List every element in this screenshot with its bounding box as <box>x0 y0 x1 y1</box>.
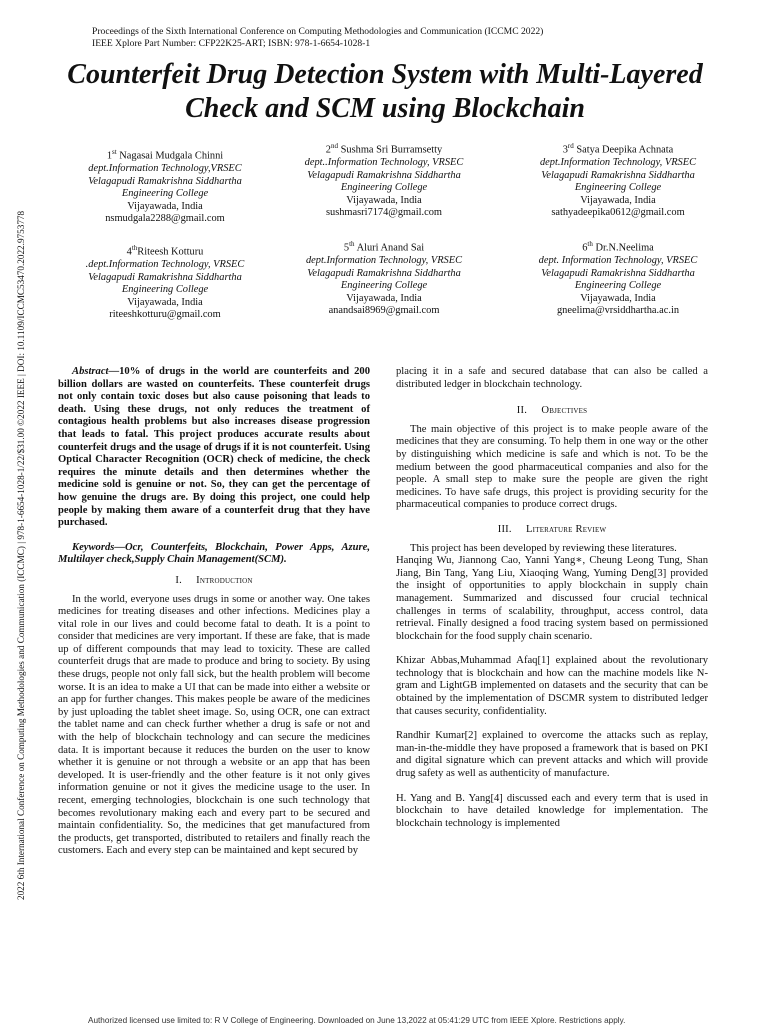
author-name: 4thRiteesh Kotturu <box>126 244 204 258</box>
abstract <box>58 366 370 530</box>
literature-paragraph: This project has been developed by reviewing these literatures. <box>410 542 677 554</box>
author-college: Velagapudi Ramakrishna Siddhartha <box>88 271 242 283</box>
header-line-1: Proceedings of the Sixth International Conference on Computing Methodologies and Communication (ICCMC 2022) <box>92 26 544 37</box>
section-heading-objectives: II. Objectives <box>516 405 588 417</box>
author-city: Vijayawada, India <box>580 194 656 206</box>
author-name: 2nd Sushma Sri Burramsetty <box>325 142 443 156</box>
author-block-1 <box>55 146 275 226</box>
author-name: 5th Aluri Anand Sai <box>343 240 425 254</box>
author-city: Vijayawada, India <box>127 296 203 308</box>
author-college: Velagapudi Ramakrishna Siddhartha <box>88 175 242 187</box>
author-block-2 <box>274 140 494 220</box>
author-block-4 <box>55 242 275 322</box>
author-email[interactable]: riteeshkotturu@gmail.com <box>109 309 221 321</box>
author-block-5 <box>274 238 494 318</box>
author-college: Velagapudi Ramakrishna Siddhartha <box>307 267 461 279</box>
conference-header <box>92 26 543 50</box>
literature-paragraph: H. Yang and B. Yang[4] discussed each and every term that is used in blockchain to have detailed knowledge for implementation. The blockchain technology is implemented <box>396 792 708 829</box>
introduction-continued: placing it in a safe and secured database that can also be called a distributed ledger in blockchain technology. <box>396 366 708 390</box>
literature-paragraph: Hanqing Wu, Jiannong Cao, Yanni Yang∗, Cheung Leong Tung, Shan Jiang, Bin Tang, Yang Liu, Xiaoqing Wang, Yuming Deng[3] provided the insight of opportunities to apply blockchain in supply chain management. Summarized and discussed four crucial technical challenges in terms of scalability, throughput, access control, data retrieval. Finally designed a food tracing system based on permissioned blockchain for the food supply chain scenario. <box>396 555 708 642</box>
paper-title: Counterfeit Drug Detection System with Multi-Layered Check and SCM using Blockchain <box>67 59 703 124</box>
author-college: Engineering College <box>574 182 662 194</box>
author-college: Engineering College <box>340 182 428 194</box>
left-column <box>58 366 370 858</box>
side-doi-strip: 2022 6th International Conference on Computing Methodologies and Communication (ICCMC) | 978-1-6654-1028-1/22/$31.00 ©2022 IEEE | DOI: 10.1109/ICCMC53470.2022.9753778 <box>16 210 26 900</box>
author-city: Vijayawada, India <box>580 292 656 304</box>
author-email[interactable]: sushmasri7174@gmail.com <box>325 207 443 219</box>
section-heading-introduction: I. Introduction <box>175 574 253 586</box>
author-email[interactable]: sathyadeepika0612@gmail.com <box>551 207 685 219</box>
author-dept: .dept.Information Technology, VRSEC <box>85 259 245 271</box>
author-dept: dept.Information Technology,VRSEC <box>88 163 242 175</box>
author-email[interactable]: nsmudgala2288@gmail.com <box>105 213 225 225</box>
author-college: Velagapudi Ramakrishna Siddhartha <box>541 169 695 181</box>
author-college: Engineering College <box>574 280 662 292</box>
author-college: Engineering College <box>340 280 428 292</box>
author-dept: dept. Information Technology, VRSEC <box>538 255 698 267</box>
author-name: 6th Dr.N.Neelima <box>582 240 654 254</box>
author-email[interactable]: anandsai8969@gmail.com <box>328 305 440 317</box>
keywords <box>58 542 370 567</box>
header-line-2: IEEE Xplore Part Number: CFP22K25-ART; ISBN: 978-1-6654-1028-1 <box>92 38 371 49</box>
literature-paragraph: Khizar Abbas,Muhammad Afaq[1] explained about the revolutionary technology that is blockchain and how can the machine models like N-gram and LightGB implemented on datasets and the security that can be obtained by the implementation of DSCMR system to distributed ledger that causes security, confidentiality. <box>396 655 708 717</box>
author-dept: dept..Information Technology, VRSEC <box>304 157 464 169</box>
author-name: 1st Nagasai Mudgala Chinni <box>106 148 224 162</box>
author-dept: dept.Information Technology, VRSEC <box>305 255 463 267</box>
author-name: 3rd Satya Deepika Achnata <box>562 142 674 156</box>
author-city: Vijayawada, India <box>346 194 422 206</box>
right-column <box>396 366 708 830</box>
author-college: Velagapudi Ramakrishna Siddhartha <box>307 169 461 181</box>
author-college: Engineering College <box>121 188 209 200</box>
author-block-3 <box>508 140 728 220</box>
keywords-label: Keywords <box>72 541 115 553</box>
author-city: Vijayawada, India <box>346 292 422 304</box>
literature-paragraph: Randhir Kumar[2] explained to overcome the attacks such as replay, man-in-the-middle they have proposed a framework that is based on PKI and digital signature which can prevent attacks and which will provide drug safety as well as authenticity of manufacture. <box>396 730 708 780</box>
keywords-text: —Ocr, Counterfeits, Blockchain, Power Apps, Azure, Multilayer check,Supply Chain Management(SCM). <box>58 541 370 566</box>
author-block-6 <box>508 238 728 318</box>
author-email[interactable]: gneelima@vrsiddhartha.ac.in <box>556 305 680 317</box>
author-college: Engineering College <box>121 284 209 296</box>
abstract-text: —10% of drugs in the world are counterfeits and 200 billion dollars are wasted on counterfeits. These counterfeit drugs not only contain toxic doses but also cause poisoning that leads to death. Using these drugs, not only reduces the treatment of contagious health problems but also increases disease progression that leads to fatal. This project produces accurate results about counterfeit drugs and the usage of drugs if it is not counterfeit. Using Optical Character Recognition (OCR) check of medicine, the check requires the minute details and then determines whether the medicine sold is genuine or not. So, they can get the percentage of how genuine the drugs are. By doing this project, one could help people by making them aware of a counterfeit drug that they have purchased. <box>58 366 370 529</box>
abstract-label: Abstract <box>72 366 109 377</box>
author-college: Velagapudi Ramakrishna Siddhartha <box>541 267 695 279</box>
section-heading-literature-review: III. Literature Review <box>497 523 607 535</box>
author-city: Vijayawada, India <box>127 200 203 212</box>
introduction-text: In the world, everyone uses drugs in some or another way. One takes medicines for treating diseases and other infections. Medicines play a vital role in our lives and could become fatal to death. It is a point to consider that medicines are very important. If these are fake, that is made up of different compounds that may lead to toxicity. These are called counterfeit drugs that are made to produce and bring to society. By using these drugs, people not only fall sick, but the health problem will become worse. It is an idea to make a UI that can be made into either a website or an app for further changes. This makes people be aware of the medicines by just uploading the tablet sheet image. So, using OCR, one can extract the tablet name and can check further whether a drug is safe or not and with the help of blockchain technology and can secure the medicines data. It is important because it reduces the burden on the user to know whether it is genuine or not through a website or an app that has been developed. It is user-friendly and the other feature is it not only gives information genuine or not it gives the medicine usage to the user. In recent, emerging technologies, blockchain is one such technology that becomes revolutionary making each and every part to be secured and maintain confidentiality. So, the medicines that get manufactured from the products, get transported, distributed to retailers and finally reach the customers. Each and every step can be maintained and kept secured by <box>58 593 370 857</box>
license-footer: Authorized licensed use limited to: R V College of Engineering. Downloaded on June 13,2022 at 05:41:29 UTC from IEEE Xplore. Restrictions apply. <box>88 1016 626 1025</box>
objectives-text: The main objective of this project is to make people aware of the medicines that they are consuming. To help them in one way or the other by distinguishing which medicine is safe and which is not. To be the medium between the good pharmaceutical companies and also for the people. A small step to make sure the people are given the right medicines. To have safe drugs, this project is providing security for the pharmaceutical companies to produce correct drugs. <box>396 423 708 511</box>
author-dept: dept.Information Technology, VRSEC <box>539 157 697 169</box>
